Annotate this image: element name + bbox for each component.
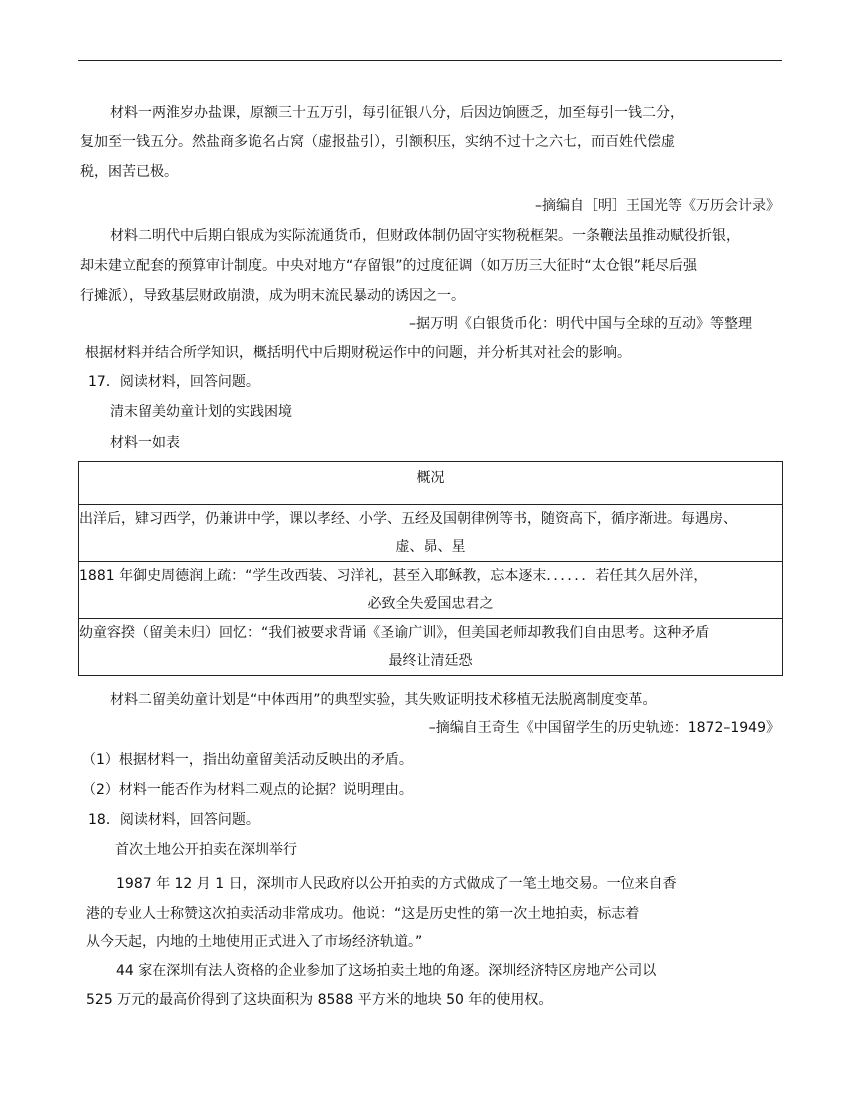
material-two-statement: 材料二留美幼童计划是“中体西用”的典型实验，其失败证明技术移植无法脱离制度变革。 (110, 692, 657, 708)
sub-question-1: （1）根据材料一，指出幼童留美活动反映出的矛盾。 (82, 752, 413, 768)
q18-paragraph-1-line-1: 1987 年 12 月 1 日，深圳市人民政府以公开拍卖的方式做成了一笔土地交易。一位来自香 (116, 876, 677, 892)
material-two-line-1: 材料二明代中后期白银成为实际流通货币，但财政体制仍固守实物税框架。一条鞭法虽推动赋役折银， (110, 228, 740, 244)
material-one-line-3: 税，困苦已极。 (80, 164, 178, 180)
table-cell (79, 505, 783, 562)
top-rule (78, 60, 782, 61)
question-18-number: 18．阅读材料，回答问题。 (88, 812, 260, 828)
q18-paragraph-2-line-2: 525 万元的最高价得到了这块面积为 8588 平方米的地块 50 年的使用权。 (86, 992, 553, 1008)
table-cell-line-1: 出洋后，肄习西学，仍兼讲中学，课以孝经、小学、五经及国朝律例等书，随资高下，循序渐进。每遇房、 (79, 511, 737, 527)
table-cell-line-2: 必致全失爱国忠君之 (367, 596, 494, 612)
question-17-number: 17．阅读材料，回答问题。 (88, 374, 260, 390)
material-two-source-17: –摘编自王奇生《中国留学生的历史轨迹：1872–1949》 (428, 720, 780, 736)
table-cell-line-1: 幼童容揆（留美未归）回忆：“我们被要求背诵《圣谕广训》，但美国老师却教我们自由思考。这种矛盾 (79, 625, 710, 641)
material-one-line-2: 复加至一钱五分。然盐商多诡名占窝（虚报盐引），引额积压，实纳不过十之六七，而百姓代偿虚 (80, 134, 675, 150)
material-one-source: –摘编自［明］王国光等《万历会计录》 (535, 198, 780, 214)
question-18-title: 首次土地公开拍卖在深圳举行 (115, 842, 297, 858)
table-row (79, 562, 783, 619)
q18-paragraph-1-line-2: 港的专业人士称赞这次拍卖活动非常成功。他说：“这是历史性的第一次土地拍卖，标志着 (86, 906, 640, 922)
table-row (79, 505, 783, 562)
material-two-line-2: 却未建立配套的预算审计制度。中央对地方“存留银”的过度征调（如万历三大征时“太仓银”耗尽后强 (80, 258, 698, 274)
sub-question-2: （2）材料一能否作为材料二观点的论据？说明理由。 (82, 782, 413, 798)
table-cell-line-2: 虚、昴、星 (395, 539, 466, 555)
table-cell (79, 562, 783, 619)
q18-paragraph-1-line-3: 从今天起，内地的土地使用正式进入了市场经济轨道。” (86, 934, 423, 950)
q18-paragraph-2-line-1: 44 家在深圳有法人资格的企业参加了这场拍卖土地的角逐。深圳经济特区房地产公司以 (116, 963, 657, 979)
material-one-label: 材料一如表 (110, 435, 180, 451)
table-row (79, 619, 783, 676)
question-17-title: 清末留美幼童计划的实践困境 (110, 404, 292, 420)
table-header-cell (79, 462, 783, 505)
material-two-line-3: 行摊派），导致基层财政崩溃，成为明末流民暴动的诱因之一。 (80, 288, 465, 304)
table-cell-line-1: 1881 年御史周德润上疏：“学生改西装、习洋礼，甚至入耶稣教，忘本逐末．．．．．．若任其久居外洋， (79, 568, 708, 584)
table-cell (79, 619, 783, 676)
table-cell-line-2: 最终让清廷恐 (388, 653, 473, 669)
overview-table (78, 461, 783, 676)
material-two-source: –据万明《白银货币化：明代中国与全球的互动》等整理 (409, 316, 752, 332)
table-header-label: 概况 (416, 470, 445, 486)
question-16-prompt: 根据材料并结合所学知识，概括明代中后期财税运作中的问题，并分析其对社会的影响。 (85, 345, 631, 361)
material-one-line-1: 材料一两淮岁办盐课，原额三十五万引，每引征银八分，后因边饷匮乏，加至每引一钱二分， (110, 105, 684, 121)
